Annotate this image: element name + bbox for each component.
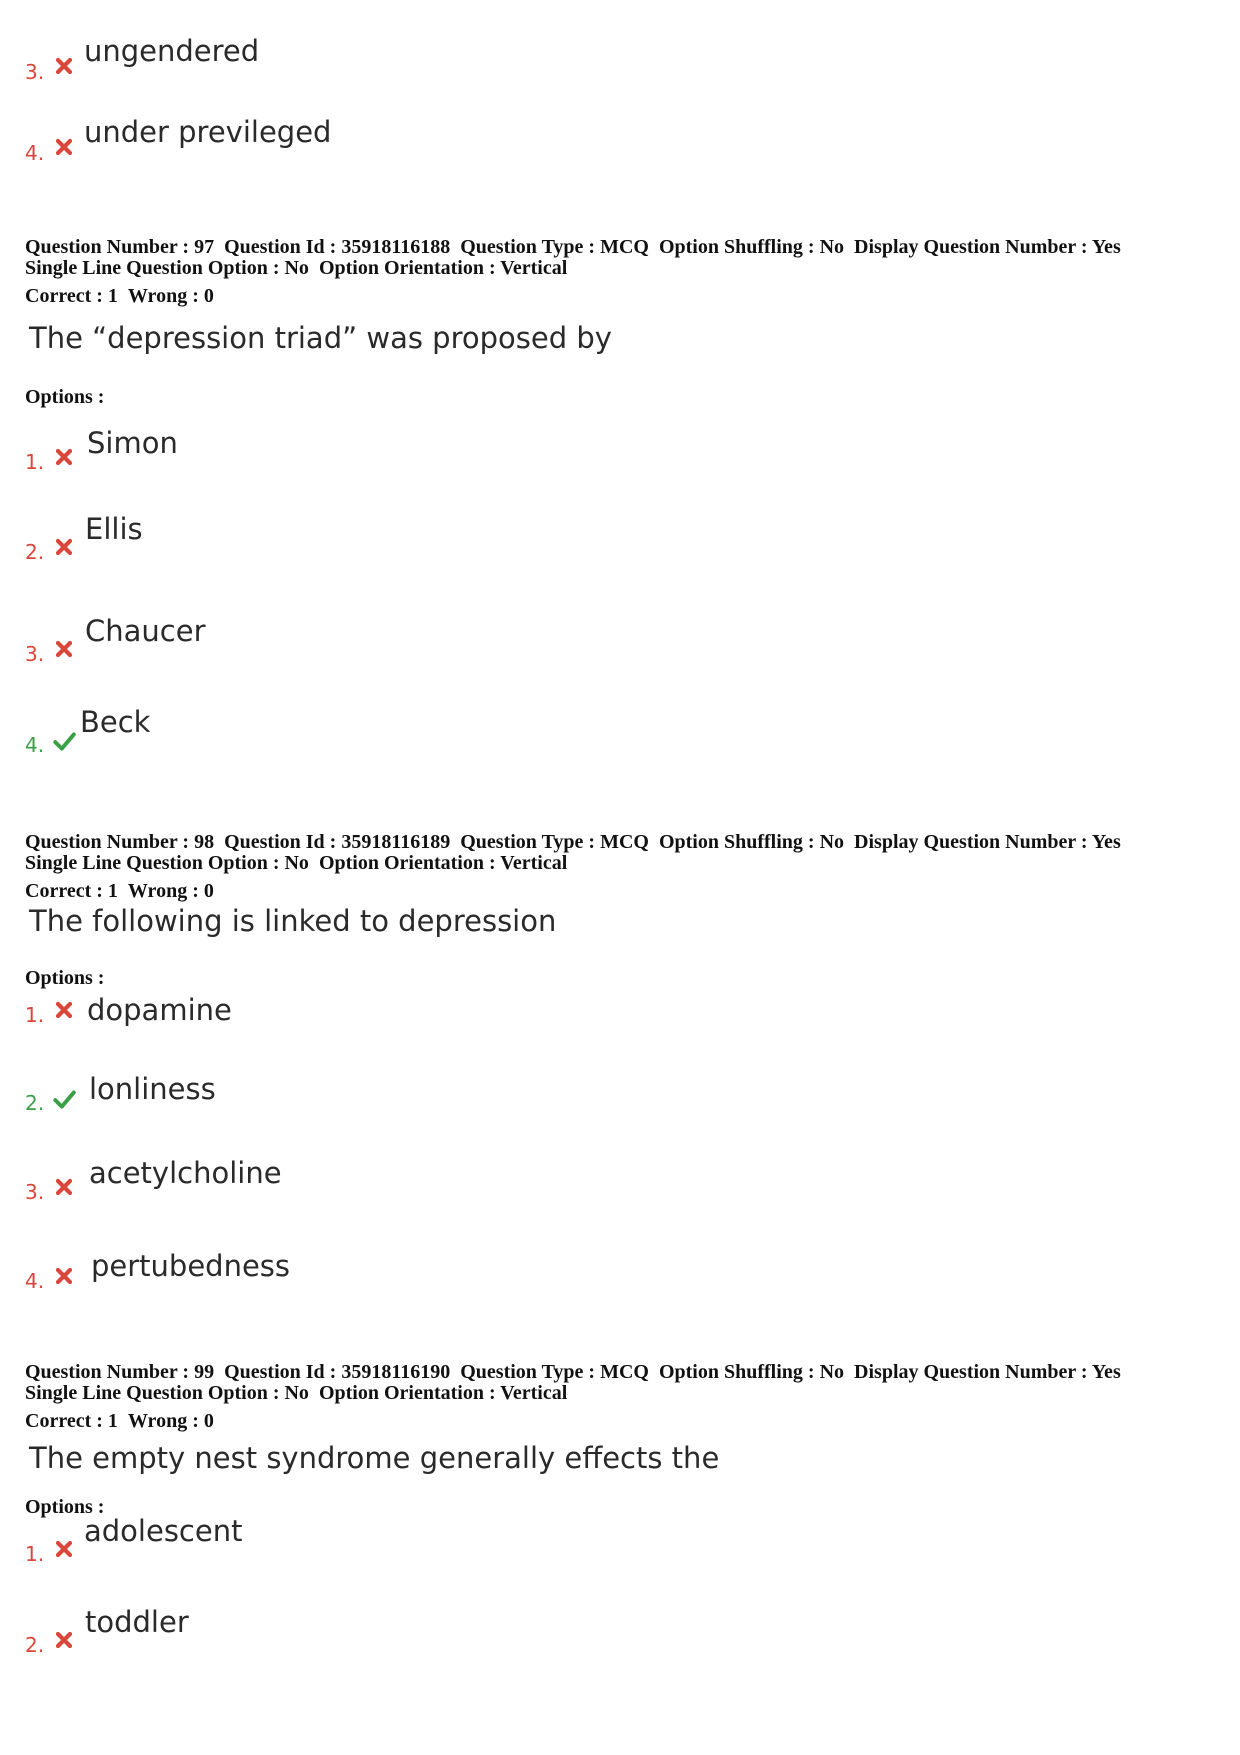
option-number: 4.	[25, 733, 45, 757]
question-text: The following is linked to depression	[29, 904, 557, 938]
cross-icon	[53, 136, 75, 158]
display-question-number: Display Question Number : Yes	[854, 236, 1121, 258]
correct-marks: Correct : 1	[25, 1410, 118, 1432]
cross-icon	[53, 1265, 75, 1287]
question-id: Question Id : 35918116188	[224, 236, 451, 258]
option-number: 4.	[25, 1269, 45, 1293]
option-text: Simon	[87, 426, 178, 460]
option-text: Ellis	[85, 512, 143, 546]
option-shuffling: Option Shuffling : No	[658, 236, 845, 258]
option-shuffling: Option Shuffling : No	[658, 1361, 845, 1383]
question-marks	[25, 1411, 214, 1431]
question-type: Question Type : MCQ	[460, 236, 649, 258]
option-shuffling: Option Shuffling : No	[658, 831, 845, 853]
check-icon	[51, 729, 77, 753]
correct-marks: Correct : 1	[25, 285, 118, 307]
question-number: Question Number : 98	[25, 831, 215, 853]
option-item	[0, 993, 1240, 1063]
question-number: Question Number : 97	[25, 236, 215, 258]
option-text: lonliness	[89, 1072, 216, 1106]
question-id: Question Id : 35918116189	[224, 831, 451, 853]
option-text: acetylcholine	[89, 1156, 282, 1190]
option-number: 3.	[25, 60, 45, 84]
check-icon	[51, 1087, 77, 1111]
question-meta-line2	[25, 258, 567, 278]
cross-icon	[53, 446, 75, 468]
option-item	[0, 1156, 1240, 1226]
option-item	[0, 1605, 1240, 1675]
options-label: Options :	[25, 386, 105, 408]
wrong-marks: Wrong : 0	[127, 285, 214, 307]
question-meta-line1	[25, 832, 1121, 852]
cross-icon	[53, 1176, 75, 1198]
wrong-marks: Wrong : 0	[127, 1410, 214, 1432]
option-number: 1.	[25, 450, 45, 474]
question-marks	[25, 881, 214, 901]
question-marks	[25, 286, 214, 306]
option-item	[0, 1249, 1240, 1319]
option-text: ungendered	[84, 34, 260, 68]
question-id: Question Id : 35918116190	[224, 1361, 451, 1383]
option-orientation: Option Orientation : Vertical	[318, 852, 568, 874]
single-line-question-option: Single Line Question Option : No	[25, 852, 309, 874]
cross-icon	[53, 1538, 75, 1560]
option-number: 1.	[25, 1003, 45, 1027]
option-text: adolescent	[84, 1514, 243, 1548]
option-item	[0, 426, 1240, 496]
option-text: pertubedness	[91, 1249, 291, 1283]
cross-icon	[53, 1629, 75, 1651]
cross-icon	[53, 55, 75, 77]
single-line-question-option: Single Line Question Option : No	[25, 257, 309, 279]
option-text: Beck	[80, 705, 151, 739]
option-item	[0, 705, 1240, 775]
cross-icon	[53, 638, 75, 660]
options-label: Options :	[25, 967, 105, 989]
option-number: 3.	[25, 642, 45, 666]
display-question-number: Display Question Number : Yes	[854, 1361, 1121, 1383]
option-number: 2.	[25, 540, 45, 564]
display-question-number: Display Question Number : Yes	[854, 831, 1121, 853]
question-meta-line1	[25, 1362, 1121, 1382]
wrong-marks: Wrong : 0	[127, 880, 214, 902]
option-orientation: Option Orientation : Vertical	[318, 257, 568, 279]
option-text: dopamine	[87, 993, 232, 1027]
options-label: Options :	[25, 1496, 105, 1518]
option-number: 2.	[25, 1091, 45, 1115]
option-item	[0, 115, 1240, 185]
option-text: under previleged	[84, 115, 332, 149]
question-meta-line1	[25, 237, 1121, 257]
option-text: Chaucer	[85, 614, 206, 648]
correct-marks: Correct : 1	[25, 880, 118, 902]
option-item	[0, 1514, 1240, 1584]
option-number: 2.	[25, 1633, 45, 1657]
cross-icon	[53, 999, 75, 1021]
question-text: The empty nest syndrome generally effects the	[29, 1441, 720, 1475]
option-number: 4.	[25, 141, 45, 165]
question-meta-line2	[25, 853, 567, 873]
option-number: 1.	[25, 1542, 45, 1566]
question-meta-line2	[25, 1383, 567, 1403]
question-type: Question Type : MCQ	[460, 1361, 649, 1383]
single-line-question-option: Single Line Question Option : No	[25, 1382, 309, 1404]
option-orientation: Option Orientation : Vertical	[318, 1382, 568, 1404]
cross-icon	[53, 536, 75, 558]
question-number: Question Number : 99	[25, 1361, 215, 1383]
option-text: toddler	[85, 1605, 189, 1639]
question-text: The “depression triad” was proposed by	[29, 321, 612, 355]
option-item	[0, 512, 1240, 582]
question-type: Question Type : MCQ	[460, 831, 649, 853]
option-item	[0, 34, 1240, 104]
option-item	[0, 614, 1240, 684]
option-number: 3.	[25, 1180, 45, 1204]
option-item	[0, 1072, 1240, 1142]
